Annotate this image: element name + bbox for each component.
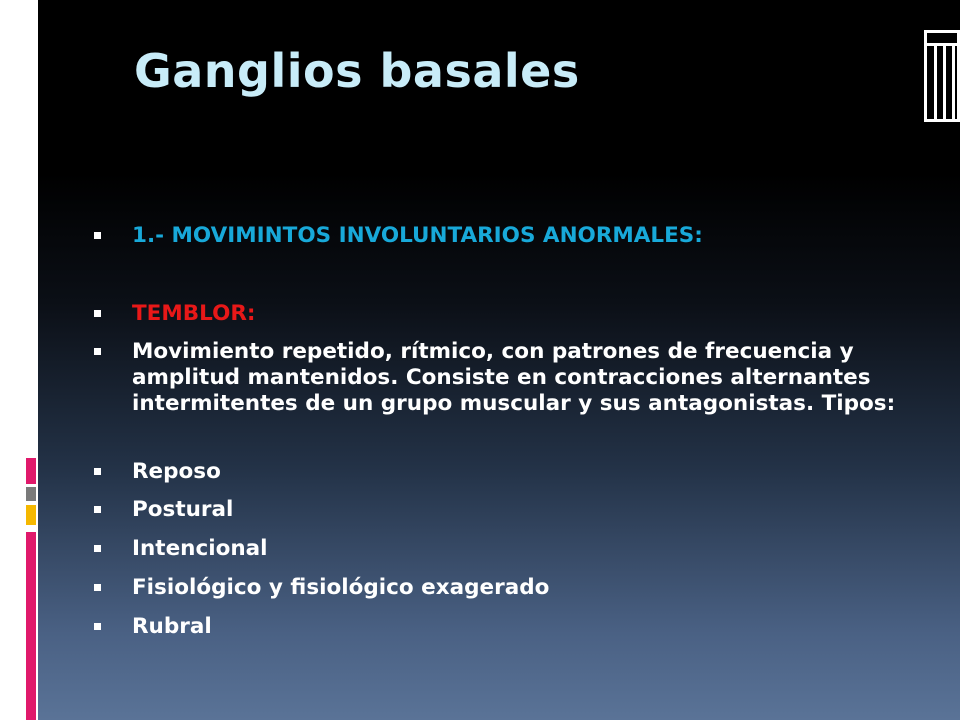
decorative-frame-icon <box>924 30 960 122</box>
bullet-text: Postural <box>132 497 234 522</box>
bullet-square-icon <box>94 310 101 317</box>
bullet-text: Movimiento repetido, rítmico, con patrones de frecuencia y amplitud mantenidos. Consiste en contracciones alternantes intermitentes de un grupo muscular y sus antagonistas. Tipos: <box>132 339 896 416</box>
slide-title: Ganglios basales <box>134 44 580 98</box>
bullet-square-icon <box>94 232 101 239</box>
left-accent-strip <box>0 0 38 720</box>
accent-block-pink <box>26 458 36 484</box>
bullet-text: Reposo <box>132 459 221 484</box>
bullet-square-icon <box>94 468 101 475</box>
bullet-square-icon <box>94 545 101 552</box>
accent-block-pink-long <box>26 532 36 720</box>
bullet-text: Fisiológico y fisiológico exagerado <box>132 575 550 600</box>
bullet-text: Intencional <box>132 536 268 561</box>
bullet-text: Rubral <box>132 614 212 639</box>
bullet-square-icon <box>94 506 101 513</box>
bullet-square-icon <box>94 348 101 355</box>
bullet-square-icon <box>94 584 101 591</box>
bullet-square-icon <box>94 623 101 630</box>
accent-block-yellow <box>26 505 36 525</box>
slide-content <box>38 0 960 720</box>
bullet-text: 1.- MOVIMINTOS INVOLUNTARIOS ANORMALES: <box>132 223 703 248</box>
accent-block-gray <box>26 487 36 501</box>
bullet-text: TEMBLOR: <box>132 301 256 326</box>
